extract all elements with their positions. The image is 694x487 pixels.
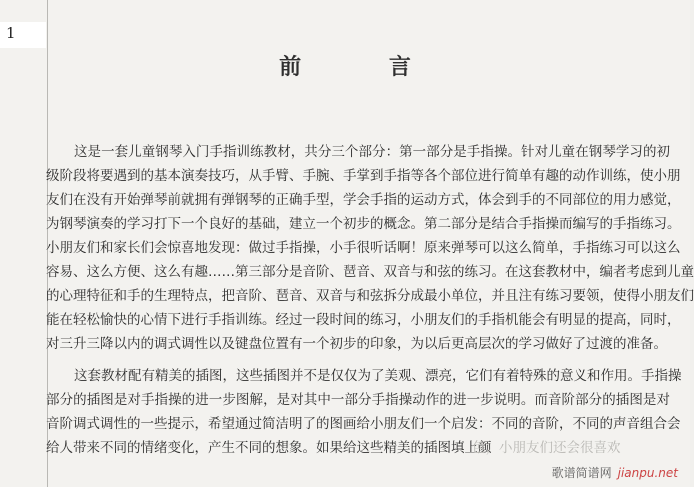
- paragraph-line: 这套教材配有精美的插图，这些插图并不是仅仅为了美观、漂亮，它们有着特殊的意义和作用。手指操: [74, 368, 682, 384]
- faded-text: 色，小朋友们还会很喜欢: [472, 440, 621, 456]
- watermark-url: jianpu.net: [617, 466, 678, 480]
- paragraph-line: 部分的插图是对手指操的进一步图解，是对其中一部分手指操动作的进一步说明。而音阶部分的插图是对: [46, 392, 670, 408]
- paragraph-line: 能在轻松愉快的心情下进行手指训练。经过一段时间的练习，小朋友们的手指机能会有明显的提高，同时，: [46, 312, 681, 328]
- paragraph-line: 对三升三降以内的调式调性以及键盘位置有一个初步的印象，为以后更高层次的学习做好了过渡的准备。: [46, 336, 667, 352]
- paragraph-line: 给人带来不同的情绪变化，产生不同的想象。如果给这些精美的插图填上颜: [46, 440, 492, 456]
- page-title: 前 言: [279, 55, 451, 80]
- paragraph-line: 小朋友们和家长们会惊喜地发现：做过手指操，小手很听话啊！原来弹琴可以这么简单，手指练习可以这么: [46, 240, 681, 256]
- paragraph-line: 容易、这么方便、这么有趣……第三部分是音阶、琶音、双音与和弦的练习。在这套教材中，编者考虑到儿童: [46, 264, 694, 280]
- paragraph-line: 级阶段将要遇到的基本演奏技巧，从手臂、手腕、手掌到手指等各个部位进行简单有趣的动作训练，使小朋: [46, 168, 681, 184]
- paragraph-line: 的心理特征和手的生理特点，把音阶、琶音、双音与和弦拆分成最小单位，并且注有练习要领，使得小朋友们: [46, 288, 694, 304]
- paragraph-line: 音阶调式调性的一些提示，希望通过简洁明了的图画给小朋友们一个启发：不同的音阶，不同的声音组合会: [46, 416, 681, 432]
- paragraph-line: 为钢琴演奏的学习打下一个良好的基础，建立一个初步的概念。第二部分是结合手指操而编写的手指练习。: [46, 216, 681, 232]
- page-number-box: [0, 22, 46, 48]
- page-number: 1: [6, 24, 16, 42]
- paragraph-line: 这是一套儿童钢琴入门手指训练教材，共分三个部分：第一部分是手指操。针对儿童在钢琴学习的初: [74, 144, 670, 160]
- watermark-name: 歌谱简谱网: [551, 466, 612, 480]
- watermark: [552, 464, 678, 481]
- paragraph-line: 友们在没有开始弹琴前就拥有弹钢琴的正确手型，学会手指的运动方式，体会到手的不同部位的用力感觉，: [46, 192, 681, 208]
